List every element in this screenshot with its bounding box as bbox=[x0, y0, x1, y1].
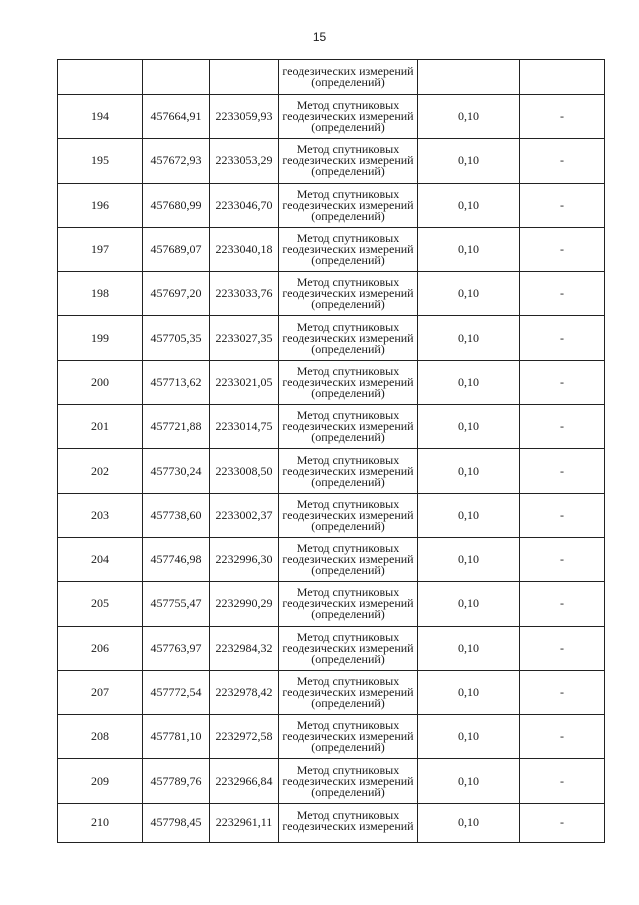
point-number-cell: 201 bbox=[58, 405, 143, 449]
method-line: геодезических измерений bbox=[282, 197, 414, 212]
method-line: Метод спутниковых bbox=[296, 496, 400, 511]
accuracy-cell: 0,10 bbox=[418, 95, 520, 139]
accuracy-cell: 0,10 bbox=[418, 405, 520, 449]
method-line: Метод спутниковых bbox=[296, 363, 400, 378]
y-coordinate-cell: 2233046,70 bbox=[210, 183, 279, 227]
method-line: Метод спутниковых bbox=[296, 541, 400, 556]
point-number-cell: 205 bbox=[58, 582, 143, 626]
method-line: Метод спутниковых bbox=[296, 762, 400, 777]
table-row bbox=[58, 316, 605, 360]
method-line: геодезических измерений bbox=[282, 685, 414, 699]
note-cell: - bbox=[520, 183, 605, 227]
y-coordinate-cell: 2233040,18 bbox=[210, 227, 279, 271]
method-cell bbox=[279, 537, 418, 581]
method-line: Метод спутниковых bbox=[296, 319, 400, 334]
method-line: геодезических измерений bbox=[282, 773, 414, 788]
method-line: геодезических измерений bbox=[282, 640, 414, 655]
point-number-cell: 195 bbox=[58, 139, 143, 183]
note-cell: - bbox=[520, 227, 605, 271]
table-row bbox=[58, 139, 605, 183]
point-number-cell: 196 bbox=[58, 183, 143, 227]
method-line: (определений) bbox=[311, 208, 385, 223]
method-line: (определений) bbox=[311, 474, 385, 489]
point-number-cell: 199 bbox=[58, 316, 143, 360]
x-coordinate-cell: 457697,20 bbox=[143, 272, 210, 316]
y-coordinate-cell: 2232984,32 bbox=[210, 626, 279, 670]
method-line: Метод спутниковых bbox=[296, 674, 400, 688]
method-line: (определений) bbox=[311, 75, 385, 89]
accuracy-cell: 0,10 bbox=[418, 715, 520, 759]
method-line: Метод спутниковых bbox=[296, 98, 400, 113]
method-line: геодезических измерений bbox=[282, 552, 414, 567]
method-cell bbox=[279, 493, 418, 537]
method-line: Метод спутниковых bbox=[296, 275, 400, 290]
table-row bbox=[58, 95, 605, 139]
accuracy-cell: 0,10 bbox=[418, 582, 520, 626]
method-line: (определений) bbox=[311, 385, 385, 400]
method-cell bbox=[279, 139, 418, 183]
y-coordinate-cell: 2232990,29 bbox=[210, 582, 279, 626]
table-row bbox=[58, 759, 605, 803]
accuracy-cell: 0,10 bbox=[418, 227, 520, 271]
method-line: Метод спутниковых bbox=[296, 718, 400, 733]
accuracy-cell bbox=[418, 60, 520, 95]
x-coordinate-cell: 457730,24 bbox=[143, 449, 210, 493]
x-coordinate-cell: 457689,07 bbox=[143, 227, 210, 271]
table-row bbox=[58, 405, 605, 449]
y-coordinate-cell: 2232972,58 bbox=[210, 715, 279, 759]
method-line: геодезических измерений bbox=[282, 463, 414, 478]
table-row bbox=[58, 60, 605, 95]
y-coordinate-cell: 2233002,37 bbox=[210, 493, 279, 537]
note-cell: - bbox=[520, 670, 605, 714]
method-cell bbox=[279, 95, 418, 139]
method-line: геодезических измерений bbox=[282, 374, 414, 389]
method-line: (определений) bbox=[311, 784, 385, 799]
note-cell: - bbox=[520, 493, 605, 537]
y-coordinate-cell: 2232966,84 bbox=[210, 759, 279, 803]
accuracy-cell: 0,10 bbox=[418, 316, 520, 360]
x-coordinate-cell: 457781,10 bbox=[143, 715, 210, 759]
point-number-cell: 198 bbox=[58, 272, 143, 316]
y-coordinate-cell: 2233059,93 bbox=[210, 95, 279, 139]
accuracy-cell: 0,10 bbox=[418, 803, 520, 842]
x-coordinate-cell: 457798,45 bbox=[143, 803, 210, 842]
x-coordinate-cell: 457664,91 bbox=[143, 95, 210, 139]
x-coordinate-cell bbox=[143, 60, 210, 95]
method-line: (определений) bbox=[311, 297, 385, 312]
table-row bbox=[58, 272, 605, 316]
method-line: геодезических измерений bbox=[282, 419, 414, 434]
point-number-cell: 200 bbox=[58, 360, 143, 404]
x-coordinate-cell: 457738,60 bbox=[143, 493, 210, 537]
method-line: Метод спутниковых bbox=[296, 408, 400, 423]
method-cell bbox=[279, 449, 418, 493]
x-coordinate-cell: 457755,47 bbox=[143, 582, 210, 626]
note-cell: - bbox=[520, 95, 605, 139]
x-coordinate-cell: 457705,35 bbox=[143, 316, 210, 360]
method-line: (определений) bbox=[311, 651, 385, 666]
table-row bbox=[58, 183, 605, 227]
method-line: геодезических измерений bbox=[282, 818, 414, 833]
note-cell: - bbox=[520, 715, 605, 759]
note-cell: - bbox=[520, 405, 605, 449]
method-line: Метод спутниковых bbox=[296, 629, 400, 644]
method-line: геодезических измерений bbox=[282, 596, 414, 611]
note-cell: - bbox=[520, 803, 605, 842]
method-line: (определений) bbox=[311, 696, 385, 710]
table-row bbox=[58, 670, 605, 714]
accuracy-cell: 0,10 bbox=[418, 139, 520, 183]
method-cell bbox=[279, 626, 418, 670]
method-cell bbox=[279, 803, 418, 842]
coordinates-table bbox=[57, 59, 605, 843]
method-cell bbox=[279, 183, 418, 227]
method-cell bbox=[279, 582, 418, 626]
table-row bbox=[58, 360, 605, 404]
method-cell bbox=[279, 227, 418, 271]
method-line: Метод спутниковых bbox=[296, 231, 400, 246]
accuracy-cell: 0,10 bbox=[418, 183, 520, 227]
x-coordinate-cell: 457713,62 bbox=[143, 360, 210, 404]
method-line: геодезических измерений bbox=[282, 330, 414, 345]
note-cell: - bbox=[520, 139, 605, 183]
method-line: геодезических измерений bbox=[282, 286, 414, 301]
note-cell: - bbox=[520, 537, 605, 581]
method-cell bbox=[279, 405, 418, 449]
method-line: (определений) bbox=[311, 563, 385, 578]
method-line: Метод спутниковых bbox=[296, 807, 400, 822]
method-line: геодезических измерений bbox=[282, 729, 414, 744]
x-coordinate-cell: 457772,54 bbox=[143, 670, 210, 714]
y-coordinate-cell: 2233008,50 bbox=[210, 449, 279, 493]
point-number-cell: 208 bbox=[58, 715, 143, 759]
method-line: геодезических измерений bbox=[282, 153, 414, 168]
method-line: (определений) bbox=[311, 341, 385, 356]
note-cell: - bbox=[520, 626, 605, 670]
table-row bbox=[58, 537, 605, 581]
y-coordinate-cell: 2233053,29 bbox=[210, 139, 279, 183]
y-coordinate-cell: 2233027,35 bbox=[210, 316, 279, 360]
method-line: Метод спутниковых bbox=[296, 186, 400, 201]
method-line: Метод спутниковых bbox=[296, 452, 400, 467]
method-cell bbox=[279, 759, 418, 803]
note-cell: - bbox=[520, 582, 605, 626]
x-coordinate-cell: 457721,88 bbox=[143, 405, 210, 449]
method-cell bbox=[279, 60, 418, 95]
accuracy-cell: 0,10 bbox=[418, 272, 520, 316]
point-number-cell bbox=[58, 60, 143, 95]
note-cell: - bbox=[520, 360, 605, 404]
accuracy-cell: 0,10 bbox=[418, 449, 520, 493]
method-line: (определений) bbox=[311, 430, 385, 445]
method-line: геодезических измерений bbox=[282, 109, 414, 124]
method-line: (определений) bbox=[311, 740, 385, 755]
accuracy-cell: 0,10 bbox=[418, 360, 520, 404]
x-coordinate-cell: 457680,99 bbox=[143, 183, 210, 227]
y-coordinate-cell: 2232978,42 bbox=[210, 670, 279, 714]
point-number-cell: 206 bbox=[58, 626, 143, 670]
point-number-cell: 209 bbox=[58, 759, 143, 803]
accuracy-cell: 0,10 bbox=[418, 493, 520, 537]
note-cell: - bbox=[520, 759, 605, 803]
note-cell bbox=[520, 60, 605, 95]
method-cell bbox=[279, 715, 418, 759]
point-number-cell: 204 bbox=[58, 537, 143, 581]
point-number-cell: 203 bbox=[58, 493, 143, 537]
method-line: геодезических измерений bbox=[282, 507, 414, 522]
accuracy-cell: 0,10 bbox=[418, 626, 520, 670]
table-row bbox=[58, 626, 605, 670]
note-cell: - bbox=[520, 449, 605, 493]
method-cell bbox=[279, 670, 418, 714]
method-cell bbox=[279, 316, 418, 360]
accuracy-cell: 0,10 bbox=[418, 759, 520, 803]
method-line: геодезических измерений bbox=[282, 242, 414, 257]
x-coordinate-cell: 457672,93 bbox=[143, 139, 210, 183]
method-cell bbox=[279, 360, 418, 404]
point-number-cell: 194 bbox=[58, 95, 143, 139]
table-row bbox=[58, 493, 605, 537]
y-coordinate-cell: 2232961,11 bbox=[210, 803, 279, 842]
accuracy-cell: 0,10 bbox=[418, 537, 520, 581]
x-coordinate-cell: 457746,98 bbox=[143, 537, 210, 581]
y-coordinate-cell: 2233014,75 bbox=[210, 405, 279, 449]
point-number-cell: 210 bbox=[58, 803, 143, 842]
x-coordinate-cell: 457763,97 bbox=[143, 626, 210, 670]
table-row bbox=[58, 449, 605, 493]
method-line: (определений) bbox=[311, 120, 385, 135]
accuracy-cell: 0,10 bbox=[418, 670, 520, 714]
method-line: Метод спутниковых bbox=[296, 585, 400, 600]
note-cell: - bbox=[520, 316, 605, 360]
method-line: Метод спутниковых bbox=[296, 142, 400, 157]
table-row bbox=[58, 715, 605, 759]
method-line: (определений) bbox=[311, 607, 385, 622]
table-row bbox=[58, 582, 605, 626]
method-line: геодезических измерений bbox=[282, 64, 414, 78]
table-body bbox=[58, 60, 605, 843]
point-number-cell: 207 bbox=[58, 670, 143, 714]
point-number-cell: 202 bbox=[58, 449, 143, 493]
note-cell: - bbox=[520, 272, 605, 316]
method-line: (определений) bbox=[311, 518, 385, 533]
table-row bbox=[58, 803, 605, 842]
y-coordinate-cell: 2233021,05 bbox=[210, 360, 279, 404]
method-cell bbox=[279, 272, 418, 316]
page-number: 15 bbox=[312, 30, 327, 44]
x-coordinate-cell: 457789,76 bbox=[143, 759, 210, 803]
y-coordinate-cell bbox=[210, 60, 279, 95]
point-number-cell: 197 bbox=[58, 227, 143, 271]
y-coordinate-cell: 2233033,76 bbox=[210, 272, 279, 316]
method-line: (определений) bbox=[311, 253, 385, 268]
y-coordinate-cell: 2232996,30 bbox=[210, 537, 279, 581]
method-line: (определений) bbox=[311, 164, 385, 179]
table-row bbox=[58, 227, 605, 271]
